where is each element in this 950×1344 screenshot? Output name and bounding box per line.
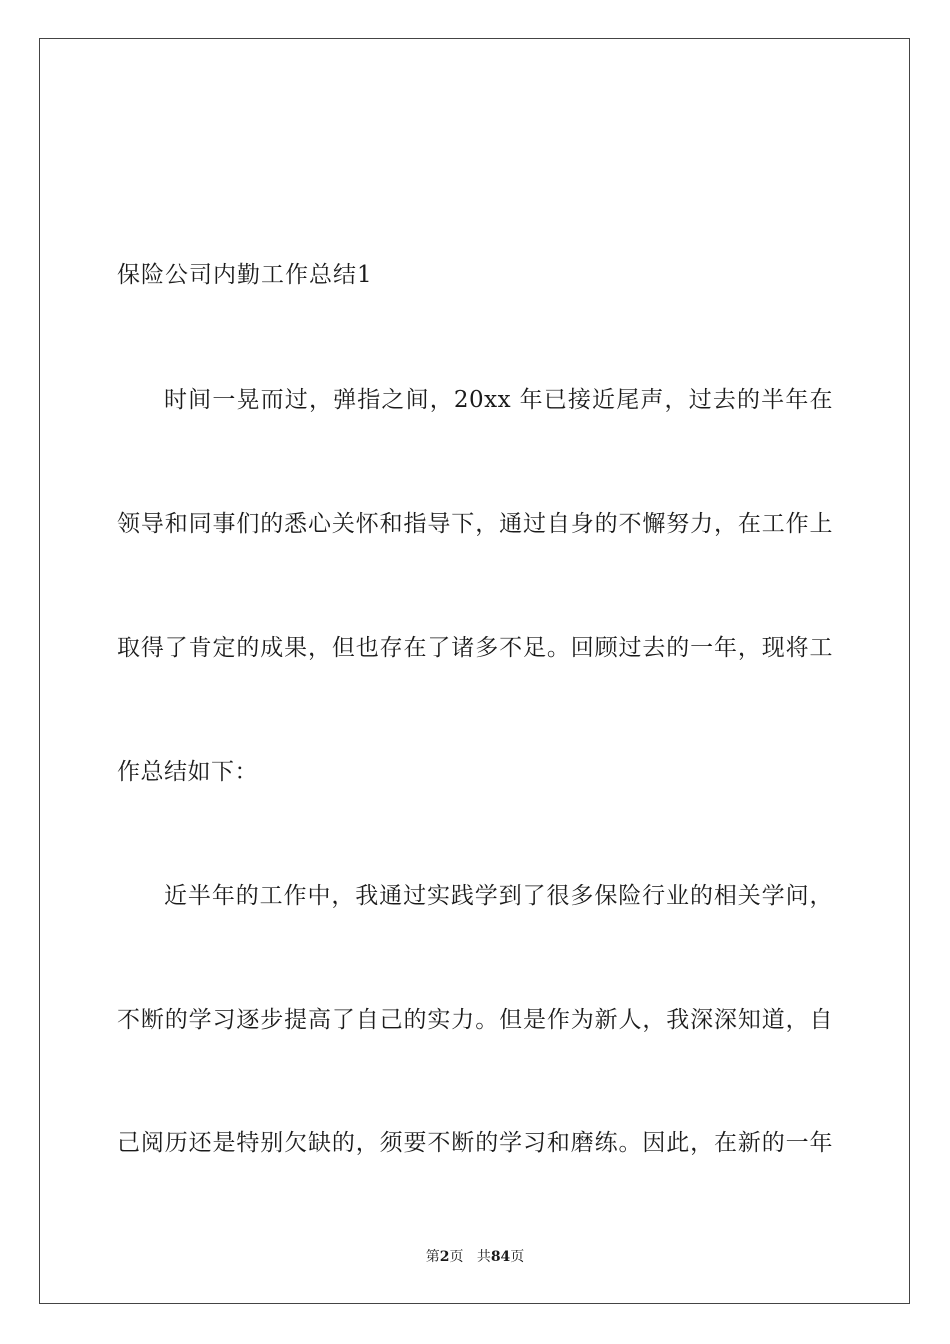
footer-page-total: 84 — [490, 1249, 511, 1265]
footer-total-prefix: 共 — [476, 1249, 491, 1265]
paragraph-2-line-3: 己阅历还是特别欠缺的，须要不断的学习和磨练。因此，在新的一年 — [117, 1130, 833, 1156]
page-footer — [0, 1247, 950, 1267]
footer-page-prefix: 第 — [425, 1249, 440, 1265]
paragraph-1-line-2: 领导和同事们的悉心关怀和指导下，通过自身的不懈努力，在工作上 — [117, 511, 833, 537]
footer-page-suffix: 页 — [449, 1249, 464, 1265]
paragraph-2-line-2: 不断的学习逐步提高了自己的实力。但是作为新人，我深深知道，自 — [117, 1007, 833, 1033]
paragraph-1-line-3: 取得了肯定的成果，但也存在了诸多不足。回顾过去的一年，现将工 — [117, 635, 833, 661]
footer-total-suffix: 页 — [510, 1249, 525, 1265]
footer-page-current: 2 — [439, 1249, 450, 1265]
page-border — [39, 38, 910, 1304]
paragraph-2-line-1: 近半年的工作中，我通过实践学到了很多保险行业的相关学问， — [164, 883, 833, 909]
paragraph-1-line-4: 作总结如下： — [117, 759, 258, 785]
document-title: 保险公司内勤工作总结1 — [117, 262, 373, 288]
paragraph-1-line-1: 时间一晃而过，弹指之间，20xx 年已接近尾声，过去的半年在 — [164, 387, 833, 413]
